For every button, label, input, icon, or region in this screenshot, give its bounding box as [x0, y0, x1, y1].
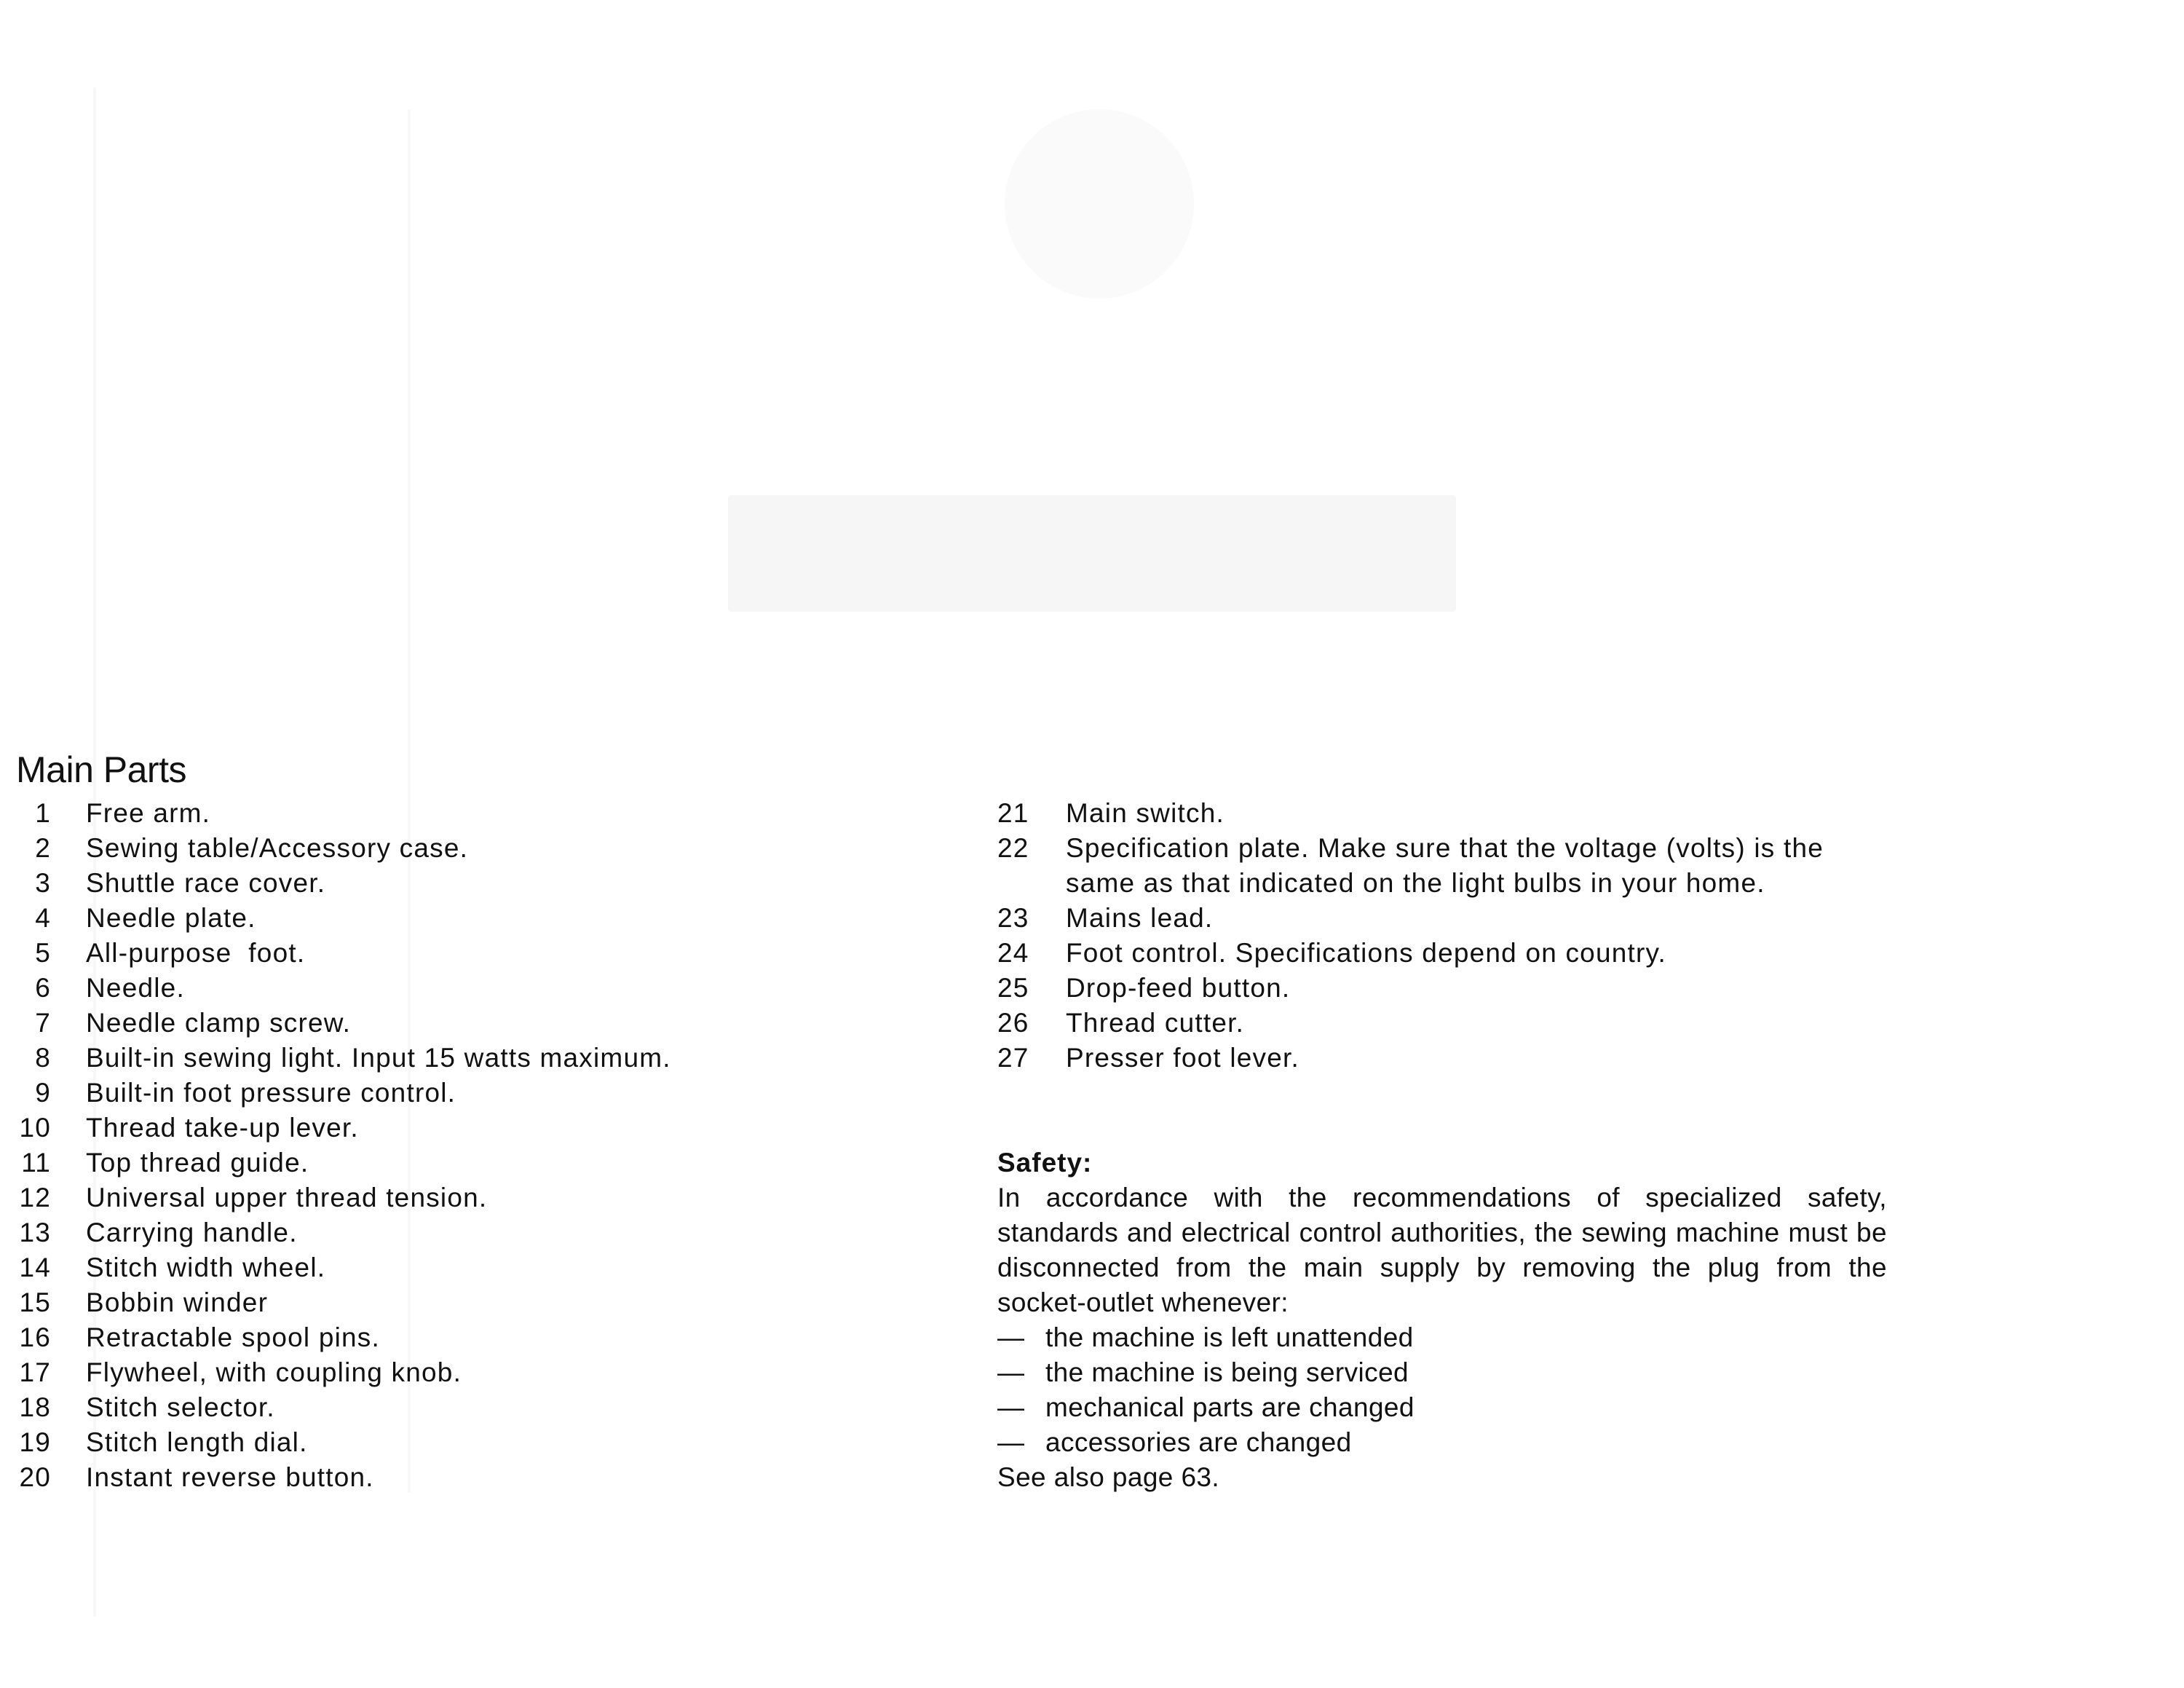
item-label: Mains lead.: [1066, 903, 1214, 933]
item-label: Stitch length dial.: [86, 1427, 308, 1457]
item-number: 13: [19, 1218, 51, 1247]
safety-notice: [997, 1145, 1887, 1495]
item-label: Stitch width wheel.: [86, 1253, 326, 1282]
item-number: 17: [19, 1357, 51, 1387]
item-label: Top thread guide.: [86, 1148, 309, 1178]
safety-title: Safety:: [997, 1148, 1093, 1178]
bullet-dash: —: [997, 1392, 1025, 1422]
list-item: [16, 1145, 926, 1180]
list-item: [16, 1425, 926, 1460]
list-item: [16, 1111, 926, 1145]
item-number: 8: [35, 1043, 51, 1073]
list-item: [16, 831, 926, 866]
item-number: 24: [997, 938, 1029, 968]
parts-list-right: [997, 796, 1893, 1076]
item-number: 12: [19, 1183, 51, 1212]
see-also-reference: See also page 63.: [997, 1462, 1220, 1492]
list-item: [997, 1041, 1893, 1076]
item-label: Thread cutter.: [1066, 1008, 1245, 1038]
item-number: 3: [35, 868, 51, 898]
item-number: 18: [19, 1392, 51, 1422]
list-item: [16, 971, 926, 1006]
item-label: Instant reverse button.: [86, 1462, 374, 1492]
item-label: Shuttle race cover.: [86, 868, 326, 898]
item-number: 23: [997, 903, 1029, 933]
safety-bullet: [997, 1320, 1887, 1355]
item-label: Carrying handle.: [86, 1218, 298, 1247]
item-label: Needle plate.: [86, 903, 256, 933]
bullet-text: mechanical parts are changed: [1045, 1392, 1415, 1422]
bullet-text: the machine is left unattended: [1045, 1322, 1414, 1352]
bullet-dash: —: [997, 1427, 1025, 1457]
item-number: 7: [35, 1008, 51, 1038]
item-number: 5: [35, 938, 51, 968]
item-label: Needle.: [86, 973, 185, 1003]
item-number: 16: [19, 1322, 51, 1352]
item-label: Thread take-up lever.: [86, 1113, 359, 1143]
item-number: 14: [19, 1253, 51, 1282]
section-heading: Main Parts: [16, 749, 186, 790]
safety-bullet: [997, 1425, 1887, 1460]
list-item: [16, 1006, 926, 1041]
list-item: [16, 1215, 926, 1250]
item-label: Bobbin winder: [86, 1287, 269, 1317]
item-label: Universal upper thread tension.: [86, 1183, 488, 1212]
item-number: 6: [35, 973, 51, 1003]
scan-ghost-artifact: [728, 495, 1456, 612]
list-item: [16, 1390, 926, 1425]
item-number: 21: [997, 798, 1029, 828]
list-item: [16, 1250, 926, 1285]
item-label: All-purpose foot.: [86, 938, 306, 968]
item-number: 26: [997, 1008, 1029, 1038]
list-item: [997, 971, 1893, 1006]
bullet-text: the machine is being serviced: [1045, 1357, 1409, 1387]
item-number: 19: [19, 1427, 51, 1457]
item-label: Retractable spool pins.: [86, 1322, 380, 1352]
list-item: [16, 1460, 926, 1495]
item-number: 10: [19, 1113, 51, 1143]
parts-list-left: [16, 796, 926, 1495]
item-label: Specification plate. Make sure that the voltage (volts) is the same as that indicated on the light bulbs in your home.: [1066, 833, 1832, 898]
item-label: Sewing table/Accessory case.: [86, 833, 469, 863]
item-number: 2: [35, 833, 51, 863]
list-item: [997, 1006, 1893, 1041]
item-label: Built-in sewing light. Input 15 watts maximum.: [86, 1043, 671, 1073]
item-label: Needle clamp screw.: [86, 1008, 352, 1038]
item-number: 25: [997, 973, 1029, 1003]
item-number: 27: [997, 1043, 1029, 1073]
list-item: [997, 936, 1893, 971]
item-number: 1: [35, 798, 51, 828]
list-item: [16, 1180, 926, 1215]
bullet-dash: —: [997, 1357, 1025, 1387]
item-label: Stitch selector.: [86, 1392, 275, 1422]
item-label: Free arm.: [86, 798, 211, 828]
list-item: [16, 901, 926, 936]
item-number: 4: [35, 903, 51, 933]
item-label: Presser foot lever.: [1066, 1043, 1299, 1073]
item-label: Built-in foot pressure control.: [86, 1078, 456, 1108]
list-item: [16, 866, 926, 901]
item-number: 22: [997, 833, 1029, 863]
bullet-text: accessories are changed: [1045, 1427, 1352, 1457]
list-item: [16, 1041, 926, 1076]
safety-bullet: [997, 1355, 1887, 1390]
item-label: Flywheel, with coupling knob.: [86, 1357, 462, 1387]
list-item: [16, 936, 926, 971]
item-label: Main switch.: [1066, 798, 1224, 828]
list-item: [16, 1285, 926, 1320]
list-item: [16, 1320, 926, 1355]
list-item: [997, 831, 1893, 901]
item-number: 15: [19, 1287, 51, 1317]
list-item: [16, 1355, 926, 1390]
item-number: 9: [35, 1078, 51, 1108]
list-item: [16, 1076, 926, 1111]
item-number: 20: [19, 1462, 51, 1492]
safety-bullet: [997, 1390, 1887, 1425]
safety-body: In accordance with the recommendations of specialized safety, standards and electrical control authorities, the sewing machine must be disconnected from the main supply by removing the plug from the socket-outlet whenever:: [997, 1183, 1887, 1317]
item-label: Foot control. Specifications depend on country.: [1066, 938, 1666, 968]
item-number: 11: [21, 1148, 51, 1178]
bullet-dash: —: [997, 1322, 1025, 1352]
list-item: [997, 901, 1893, 936]
scan-ghost-artifact: [1005, 109, 1194, 299]
list-item: [16, 796, 926, 831]
item-label: Drop-feed button.: [1066, 973, 1291, 1003]
list-item: [997, 796, 1893, 831]
